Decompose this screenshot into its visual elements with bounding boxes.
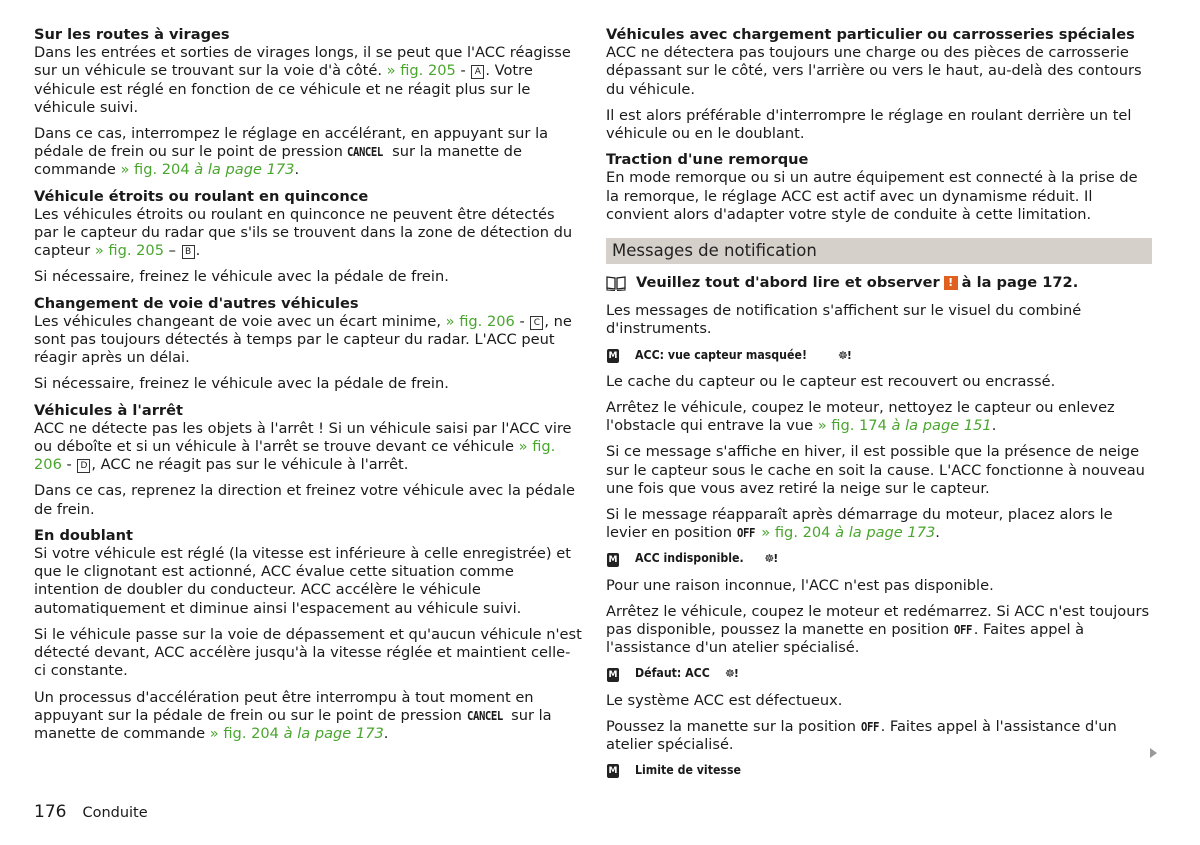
paragraph: Si nécessaire, freinez le véhicule avec la pédale de frein. — [34, 375, 449, 393]
left-column — [34, 26, 582, 751]
figure-callout-c: C — [530, 316, 543, 330]
page-reference[interactable]: à la page 172. — [961, 274, 1079, 292]
sensor-warning-icon: ☸! — [725, 667, 738, 681]
figure-link[interactable]: » fig. 174 — [817, 417, 887, 435]
section-overtaking: En doublant Si votre véhicule est réglé (la vitesse est inférieure à celle enregistrée) et que le clignotant est actionné, ACC évalue cette situation comme intention de doubler du conducteur. ACC accélère le véhicule automatiquement et diminue ainsi l'espacement au véhicule suivi. — [34, 527, 582, 618]
message-acc-fault: M Défaut: ACC ☸! — [606, 665, 1152, 683]
figure-link[interactable]: » fig. 205 — [94, 242, 164, 260]
page-reference[interactable]: à la page 173 — [189, 161, 295, 179]
figure-link[interactable]: » fig. 205 — [386, 62, 456, 80]
section-heading: Véhicules avec chargement particulier ou carrosseries spéciales — [606, 26, 1135, 43]
section-band-title: Messages de notification — [606, 238, 1152, 264]
message-sensor-blocked: M ACC: vue capteur masquée! ☸! — [606, 347, 1152, 365]
paragraph: Un processus d'accélération peut être interrompu à tout moment en appuyant sur la pédale de frein ou sur le point de pression CANCEL sur la manette de commande » fig. 204 à la page 173. — [34, 688, 552, 742]
section-winding-roads: Sur les routes à virages Dans les entrées et sorties de virages longs, il se peut que l'ACC réagisse sur un véhicule se trouvant sur la voie d'à côté. » fig. 205 - A . Votre véhicule est réglé en fonction de ce véhicule et ne réagit plus sur le véhicule suivi. — [34, 26, 582, 117]
paragraph: Poussez la manette sur la position OFF . Faites appel à l'assistance d'un atelier spécialisé. — [606, 717, 1117, 754]
section-stationary-vehicles: Véhicules à l'arrêt ACC ne détecte pas les objets à l'arrêt ! Si un véhicule saisi par l'ACC vire ou déboîte et si un véhicule à l'arrêt se trouve devant ce véhicule » fig. 206 - D , ACC ne réagit pas sur le véhicule à l'arrêt. — [34, 402, 582, 475]
paragraph: Dans ce cas, interrompez le réglage en accélérant, en appuyant sur la pédale de frein ou sur le point de pression CANCEL sur la manette de commande » fig. 204 à la page 173. — [34, 125, 549, 179]
paragraph: Si le message réapparaît après démarrage du moteur, placez alors le levier en position OFF » fig. 204 à la page 173. — [606, 506, 1113, 542]
section-special-loads: Véhicules avec chargement particulier ou carrosseries spéciales ACC ne détectera pas toujours une charge ou des pièces de carrosserie dépassant sur le côté, vers l'arrière ou vers le haut, au-delà des contours du véhicule. — [606, 26, 1152, 99]
figure-callout-b: B — [182, 245, 195, 259]
section-narrow-vehicles: Véhicule étroits ou roulant en quinconce Les véhicules étroits ou roulant en quinconce ne peuvent être détectés par le capteur du radar que s'ils se trouvent dans la zone de détection du capteur » fig. 205 – B . — [34, 188, 582, 261]
section-lane-change: Changement de voie d'autres véhicules Les véhicules changeant de voie avec un écart minime, » fig. 206 - C , ne sont pas toujours détectés à temps par le capteur du radar. L'ACC peut réagir après un délai. — [34, 295, 582, 368]
message-acc-unavailable: M ACC indisponible. ☸! — [606, 550, 1152, 568]
section-heading: En doublant — [34, 526, 133, 544]
figure-link[interactable]: » fig. 204 — [209, 724, 279, 742]
section-heading: Changement de voie d'autres véhicules — [34, 294, 359, 312]
paragraph: Le cache du capteur ou le capteur est recouvert ou encrassé. — [606, 372, 1056, 390]
paragraph: Pour une raison inconnue, l'ACC n'est pas disponible. — [606, 576, 994, 594]
off-key-label: OFF — [953, 622, 972, 638]
paragraph: Il est alors préférable d'interrompre le réglage en roulant derrière un tel véhicule ou en le doublant. — [606, 106, 1132, 143]
message-icon: M — [608, 669, 618, 680]
section-heading: Véhicules à l'arrêt — [34, 401, 184, 419]
message-icon: M — [608, 350, 618, 361]
page-reference[interactable]: à la page 173 — [278, 724, 384, 742]
message-icon: M — [608, 766, 618, 777]
paragraph: Si le véhicule passe sur la voie de dépassement et qu'aucun véhicule n'est détecté devant, ACC accélère jusqu'à la vitesse réglée et maintient celle-ci constante. — [34, 625, 582, 680]
off-key-label: OFF — [860, 718, 879, 734]
page-number: 176 — [34, 802, 67, 822]
continue-arrow-icon — [1150, 748, 1157, 758]
page-reference[interactable]: à la page 173 — [830, 524, 936, 542]
paragraph: Arrêtez le véhicule, coupez le moteur et redémarrez. Si ACC n'est toujours pas disponible, poussez la manette en position OFF . Faites appel à l'assistance d'un atelier spécialisé. — [606, 602, 1150, 657]
paragraph: Si nécessaire, freinez le véhicule avec la pédale de frein. — [34, 268, 449, 286]
paragraph: Le système ACC est défectueux. — [606, 691, 843, 709]
sensor-warning-icon: ☸! — [837, 348, 851, 362]
cancel-key-label: CANCEL — [466, 707, 503, 723]
page-footer — [34, 803, 148, 822]
body-text: Dans les entrées et sorties de virages longs, il se peut que l'ACC réagisse sur un véhicule se trouvant sur la voie d'à côté. — [34, 44, 571, 80]
paragraph: Arrêtez le véhicule, coupez le moteur, nettoyez le capteur ou enlevez l'obstacle qui entrave la vue » fig. 174 à la page 151. — [606, 399, 1115, 435]
figure-callout-a: A — [471, 65, 484, 79]
read-first-note: Veuillez tout d'abord lire et observer ! à la page 172. — [606, 274, 1152, 292]
footer-section: Conduite — [82, 805, 148, 821]
message-icon: M — [608, 554, 618, 565]
paragraph: Les messages de notification s'affichent sur le visuel du combiné d'instruments. — [606, 302, 1082, 338]
figure-link[interactable]: » fig. 204 — [120, 161, 190, 179]
sensor-warning-icon: ☸! — [764, 552, 778, 566]
message-speed-limit: M Limite de vitesse — [608, 763, 741, 779]
paragraph: Dans ce cas, reprenez la direction et freinez votre véhicule avec la pédale de frein. — [34, 482, 576, 518]
figure-callout-d: D — [77, 459, 90, 473]
section-heading: Sur les routes à virages — [34, 26, 230, 43]
figure-link[interactable]: » fig. 206 — [445, 312, 515, 330]
figure-link[interactable]: » fig. 206 — [34, 438, 556, 474]
cancel-key-label: CANCEL — [347, 144, 384, 160]
section-heading: Traction d'une remorque — [606, 151, 809, 169]
open-book-icon — [606, 275, 626, 291]
section-trailer: Traction d'une remorque En mode remorque ou si un autre équipement est connecté à la prise de la remorque, le réglage ACC est actif avec un dynamisme réduit. Il convient alors d'adapter votre style de conduite à cette limitation. — [606, 151, 1152, 224]
right-column — [606, 26, 1152, 789]
figure-link[interactable]: » fig. 204 — [761, 524, 831, 542]
off-key-label: OFF — [736, 525, 755, 541]
page-reference[interactable]: à la page 151 — [886, 417, 992, 435]
warning-icon: ! — [944, 276, 958, 290]
section-heading: Véhicule étroits ou roulant en quinconce — [34, 187, 369, 205]
body-text: . Votre véhicule est réglé en fonction de ce véhicule et ne réagit plus sur le véhicule suivi. — [34, 62, 533, 116]
paragraph: Si ce message s'affiche en hiver, il est possible que la présence de neige sur le capteur sous le cache en soit la cause. L'ACC fonctionne à nouveau une fois que vous avez retiré la neige sur le capteur. — [606, 443, 1145, 497]
